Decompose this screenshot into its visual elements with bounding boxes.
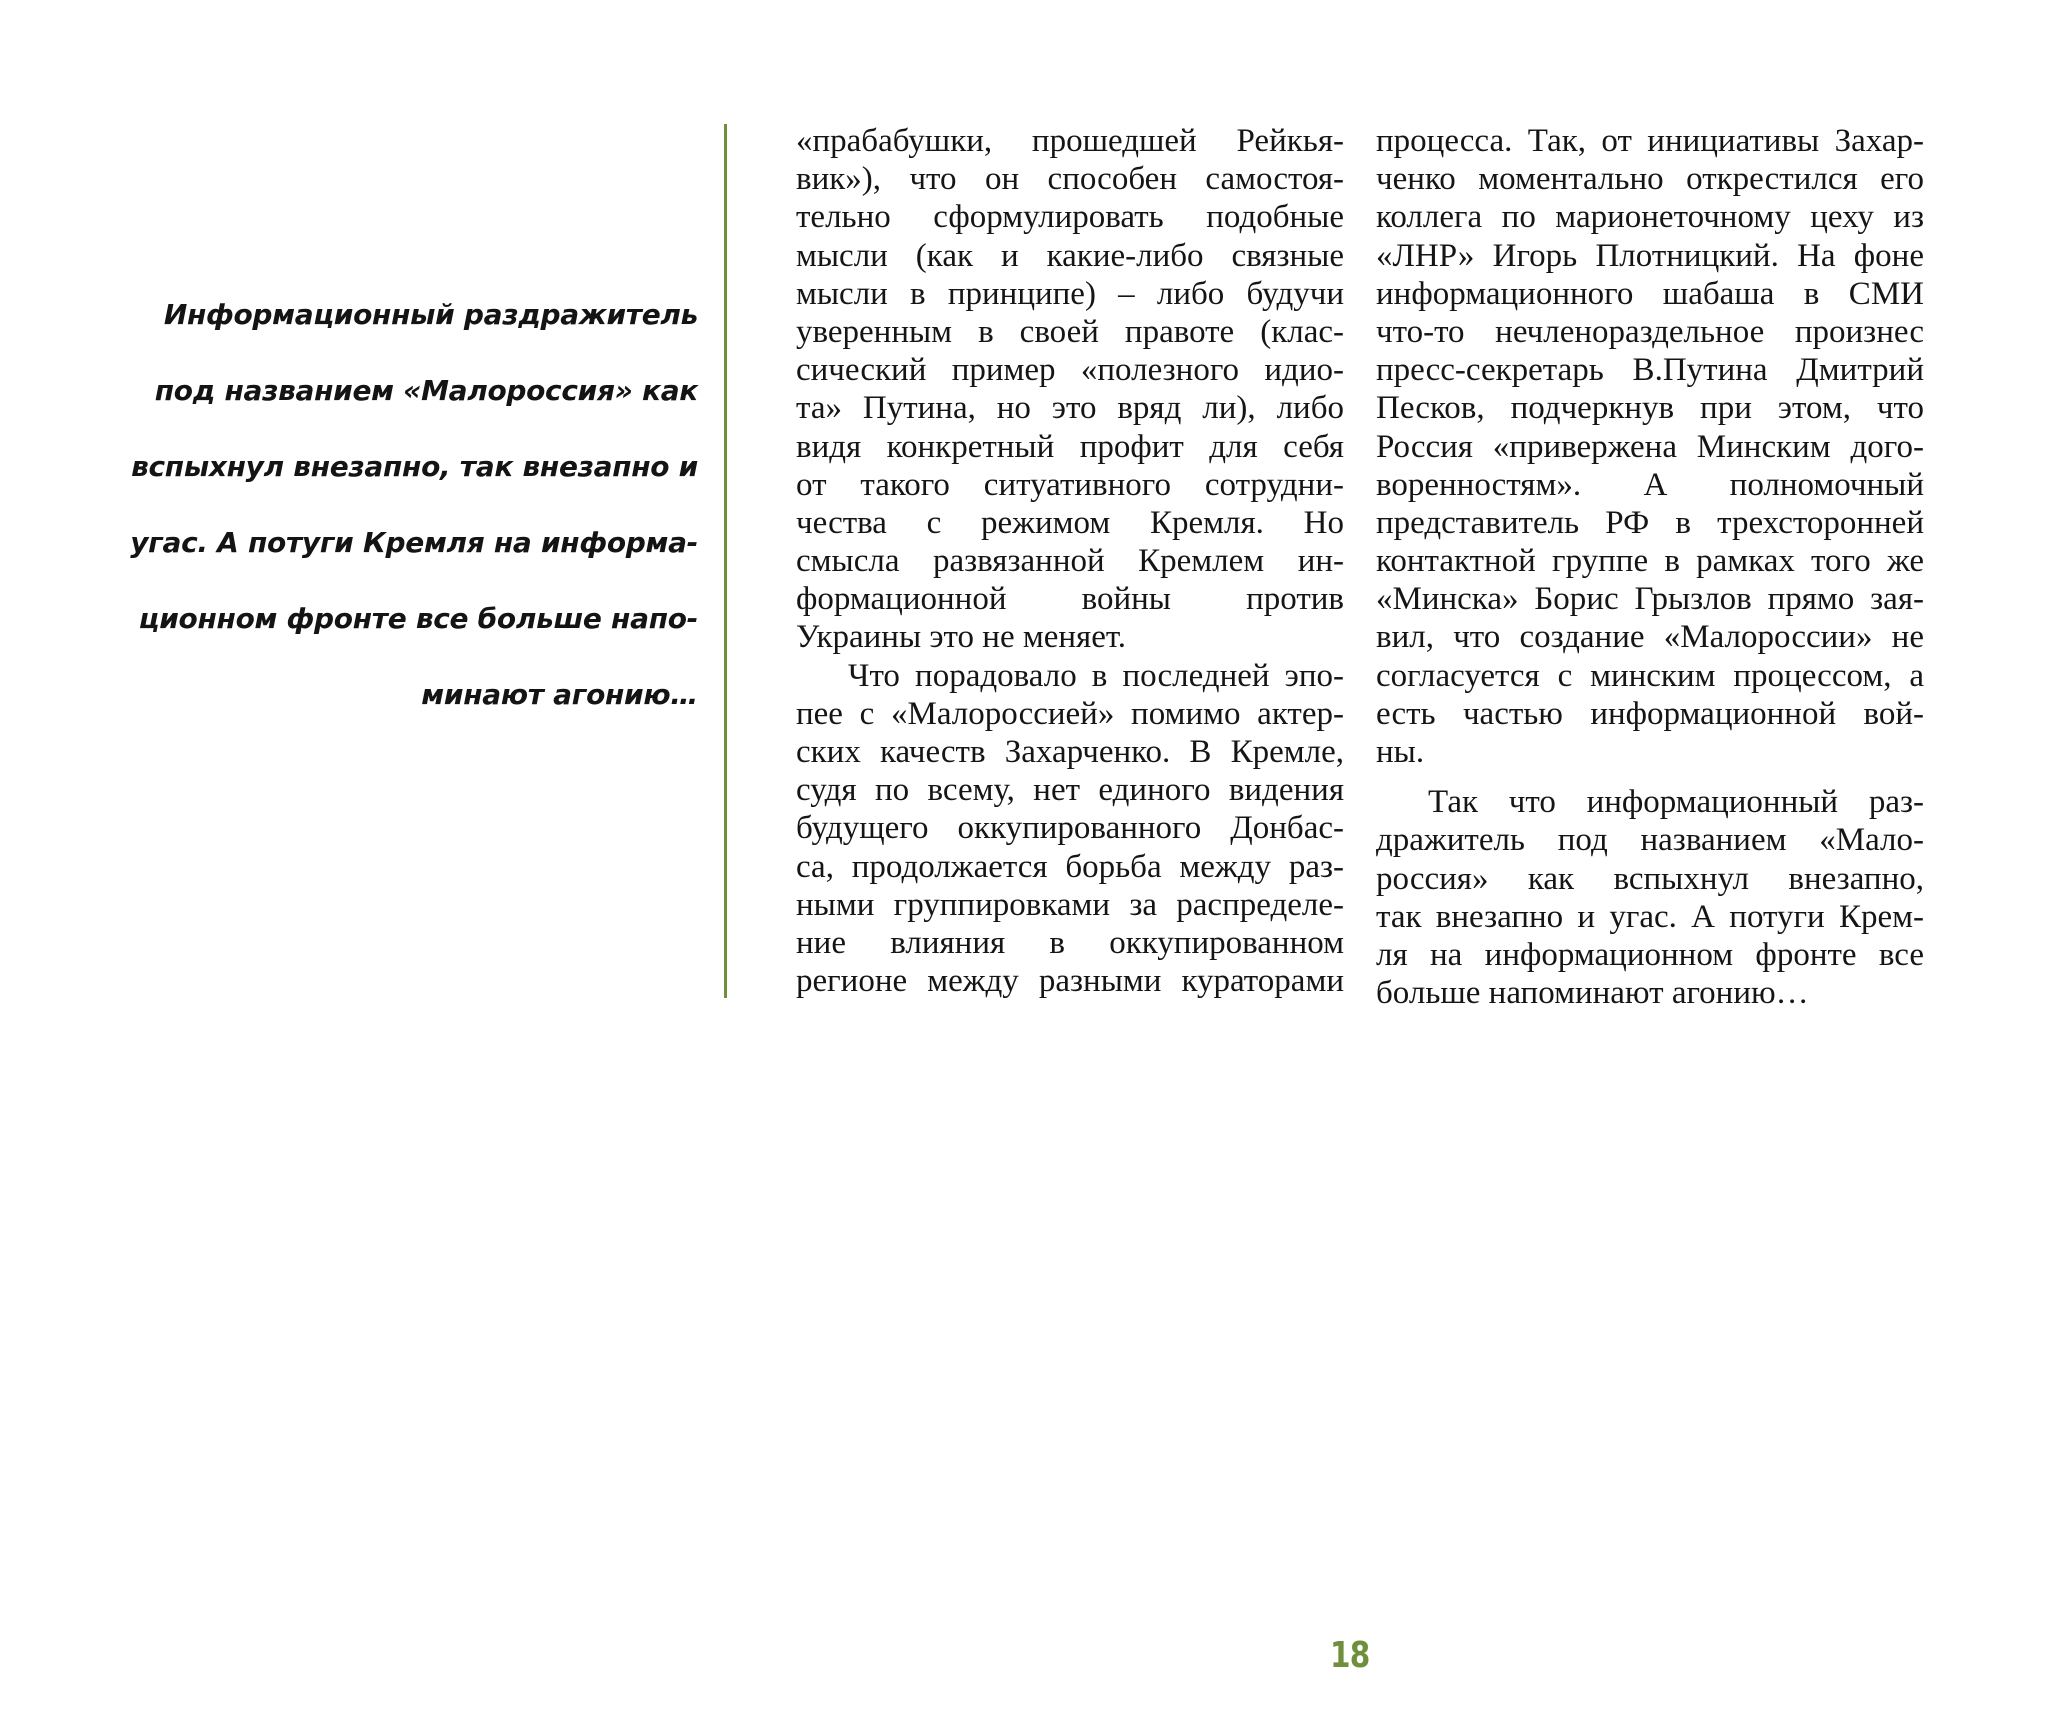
column-line: что-то нечленораздельное произнес: [1376, 313, 1924, 350]
column-line: регионе между разными кураторами: [796, 963, 1344, 1000]
column-line: россия» как вспыхнул внезапно,: [1376, 860, 1924, 897]
column-line: информационного шабаша в СМИ: [1376, 275, 1924, 312]
column-line: видя конкретный профит для себя: [796, 428, 1344, 465]
column-line: тельно сформулировать подобные: [796, 199, 1344, 236]
text-column-left: [796, 122, 1344, 1000]
column-line: ских качеств Захарченко. В Кремле,: [796, 734, 1344, 770]
column-line: контактной группе в рамках того же: [1376, 543, 1924, 580]
column-line: уверенным в своей правоте (клас-: [796, 313, 1344, 350]
column-line: больше напоминают агонию…: [1376, 975, 1809, 1012]
column-line: «Минска» Борис Грызлов прямо зая-: [1376, 581, 1924, 618]
column-line: вил, что создание «Малороссии» не: [1376, 619, 1924, 656]
column-line: «ЛНР» Игорь Плотницкий. На фоне: [1376, 237, 1924, 274]
column-line: пресс-секретарь В.Путина Дмитрий: [1376, 352, 1924, 389]
column-line: мысли в принципе) – либо будучи: [796, 275, 1344, 312]
column-line: формационной войны против: [796, 581, 1344, 618]
column-line: са, продолжается борьба между раз-: [796, 848, 1344, 885]
paragraph-gap: [1376, 771, 1924, 783]
column-line: сический пример «полезного идио-: [796, 352, 1344, 389]
pull-quote-line: под названием «Малороссия» как: [154, 374, 698, 407]
column-line: вик»), что он способен самостоя-: [796, 161, 1344, 198]
column-line: мысли (как и какие-либо связные: [796, 237, 1344, 274]
column-line: ченко моментально открестился его: [1376, 161, 1924, 198]
column-line: пее с «Малороссией» помимо актер-: [796, 695, 1344, 732]
column-line: согласуется с минским процессом, а: [1376, 657, 1924, 694]
column-line: Что порадовало в последней эпо-: [848, 657, 1344, 694]
column-line: есть частью информационной вой-: [1376, 695, 1924, 732]
column-line: от такого ситуативного сотрудни-: [796, 466, 1344, 503]
column-line: процесса. Так, от инициативы Захар-: [1376, 123, 1924, 159]
pull-quote-line: угас. А потуги Кремля на информа-: [130, 526, 698, 559]
column-line: ние влияния в оккупированном: [796, 924, 1344, 961]
column-line: воренностям». А полномочный: [1376, 466, 1924, 503]
column-line: Украины это не меняет.: [796, 619, 1127, 656]
column-line: Песков, подчеркнув при этом, что: [1376, 390, 1924, 427]
column-line: та» Путина, но это вряд ли), либо: [796, 390, 1344, 427]
column-line: ными группировками за распределе-: [796, 886, 1344, 923]
column-line: Так что информационный раз-: [1428, 784, 1924, 821]
column-line: представитель РФ в трехсторонней: [1376, 504, 1924, 541]
column-line: ля на информационном фронте все: [1376, 936, 1924, 973]
column-line: ны.: [1376, 734, 1425, 770]
column-line: судя по всему, нет единого видения: [796, 772, 1344, 809]
column-line: чества с режимом Кремля. Но: [796, 504, 1344, 541]
pull-quote-line: ционном фронте все больше напо-: [138, 602, 698, 635]
column-line: дражитель под названием «Мало-: [1376, 822, 1924, 859]
column-line: «прабабушки, прошедшей Рейкья-: [796, 123, 1344, 159]
text-column-right: [1376, 122, 1924, 1012]
column-line: коллега по марионеточному цеху из: [1376, 199, 1924, 236]
column-divider: [724, 124, 727, 998]
pull-quote-line: минают агонию…: [421, 678, 698, 711]
column-line: будущего оккупированного Донбас-: [796, 810, 1344, 847]
pull-quote-line: вспыхнул внезапно, так внезапно и: [131, 450, 698, 483]
column-line: так внезапно и угас. А потуги Крем-: [1376, 898, 1924, 935]
pull-quote-line: Информационный раздражитель: [163, 298, 698, 331]
pull-quote: [120, 258, 698, 714]
page-number: 18: [1330, 1635, 1370, 1676]
column-line: Россия «привержена Минским дого-: [1376, 428, 1924, 465]
column-line: смысла развязанной Кремлем ин-: [796, 543, 1344, 580]
